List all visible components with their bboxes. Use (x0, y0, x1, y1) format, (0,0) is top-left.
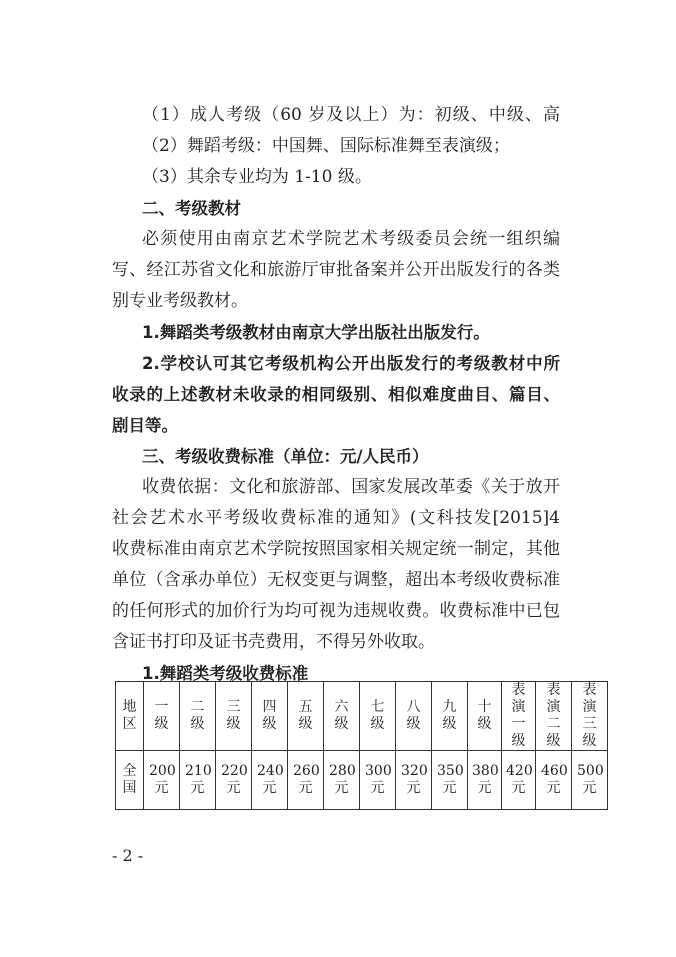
text-line: 的任何形式的加价行为均可视为违规收费。收费标准中已包 (112, 601, 560, 621)
text-line: （1）成人考级（60 岁及以上）为：初级、中级、高 (142, 105, 560, 125)
text-line: 含证书打印及证书壳费用，不得另外收取。 (112, 632, 435, 652)
table-cell (144, 751, 180, 810)
body-text (112, 100, 560, 689)
table-header-cell (116, 682, 144, 751)
table-header-cell-text: 表演一级 (511, 682, 526, 749)
text-line: 别专业考级教材。 (112, 291, 248, 311)
text-line: 剧目等。 (112, 416, 178, 435)
table-header-cell (324, 682, 360, 751)
table-cell-text: 全国 (122, 763, 137, 796)
table-header-cell-text: 六级 (334, 699, 349, 732)
text-line: 必须使用由南京艺术学院艺术考级委员会统一组织编 (142, 229, 560, 249)
table-header-cell (144, 682, 180, 751)
table-header-cell-text: 九级 (442, 699, 457, 732)
table-cell-text: 380元 (472, 763, 499, 796)
table-cell (180, 751, 216, 810)
table-cell (572, 751, 608, 810)
table-cell-text: 280元 (329, 763, 356, 796)
table-header-cell-text: 十级 (477, 699, 492, 732)
table-header-cell-text: 八级 (406, 699, 421, 732)
text-line: 收费依据：文化和旅游部、国家发展改革委《关于放开 (142, 477, 560, 497)
text-line: 写、经江苏省文化和旅游厅审批备案并公开出版发行的各类 (112, 260, 560, 280)
text-line: （2）舞蹈考级：中国舞、国际标准舞至表演级； (142, 136, 510, 156)
text-line: 1.舞蹈类考级收费标准 (142, 664, 309, 683)
table-header-row (116, 682, 608, 751)
table-header-cell (288, 682, 324, 751)
table-header-cell (468, 682, 502, 751)
table-cell-text: 260元 (293, 763, 320, 796)
table-header-cell-text: 表演三级 (582, 682, 597, 749)
text-line: 单位（含承办单位）无权变更与调整，超出本考级收费标准 (112, 570, 560, 590)
table-cell-text: 300元 (365, 763, 392, 796)
text-line: 社会艺术水平考级收费标准的通知》(文科技发[2015]4 (112, 508, 560, 528)
table-cell (502, 751, 536, 810)
text-line: 2.学校认可其它考级机构公开出版发行的考级教材中所 (142, 354, 560, 373)
table-header-cell (360, 682, 396, 751)
table-cell-text: 240元 (257, 763, 284, 796)
table-header-cell (432, 682, 468, 751)
table-cell (360, 751, 396, 810)
table-cell-text: 210元 (185, 763, 212, 796)
table-header-cell-text: 三级 (226, 699, 241, 732)
table-header-cell (180, 682, 216, 751)
table-header-cell (536, 682, 572, 751)
table-cell-text: 420元 (506, 763, 533, 796)
table-row (116, 751, 608, 810)
table-header-cell-text: 五级 (298, 699, 313, 732)
table-cell-text: 460元 (541, 763, 568, 796)
table-cell (288, 751, 324, 810)
table-cell-text: 220元 (221, 763, 248, 796)
table-header-cell-text: 一级 (154, 699, 169, 732)
text-line: （3）其余专业均为 1-10 级。 (142, 167, 372, 187)
table-header-cell (216, 682, 252, 751)
table-cell (216, 751, 252, 810)
table-cell-text: 500元 (577, 763, 604, 796)
text-line: 三、考级收费标准（单位：元/人民币） (142, 447, 429, 466)
table-header-cell-text: 表演二级 (546, 682, 561, 749)
table-cell-text: 350元 (437, 763, 464, 796)
table-header-cell-text: 七级 (370, 699, 385, 732)
text-line: 1.舞蹈类考级教材由南京大学出版社出版发行。 (142, 323, 490, 342)
text-line: 收费标准由南京艺术学院按照国家相关规定统一制定，其他 (112, 539, 560, 559)
table-cell-text: 320元 (401, 763, 428, 796)
table-cell (432, 751, 468, 810)
table-header-cell (572, 682, 608, 751)
table-cell-text: 200元 (149, 763, 176, 796)
table-cell (252, 751, 288, 810)
table-cell (468, 751, 502, 810)
table-cell (396, 751, 432, 810)
text-line: 二、考级教材 (142, 199, 241, 218)
table-cell (324, 751, 360, 810)
table-header-cell (502, 682, 536, 751)
text-line: 收录的上述教材未收录的相同级别、相似难度曲目、篇目、 (112, 385, 560, 404)
table-header-cell-text: 二级 (190, 699, 205, 732)
table-header-cell-text: 地区 (122, 699, 137, 732)
table-header-cell (252, 682, 288, 751)
fee-table (115, 681, 608, 810)
table-header-cell-text: 四级 (262, 699, 277, 732)
table-cell (116, 751, 144, 810)
table-cell (536, 751, 572, 810)
page-number: - 2 - (112, 846, 144, 865)
table-header-cell (396, 682, 432, 751)
